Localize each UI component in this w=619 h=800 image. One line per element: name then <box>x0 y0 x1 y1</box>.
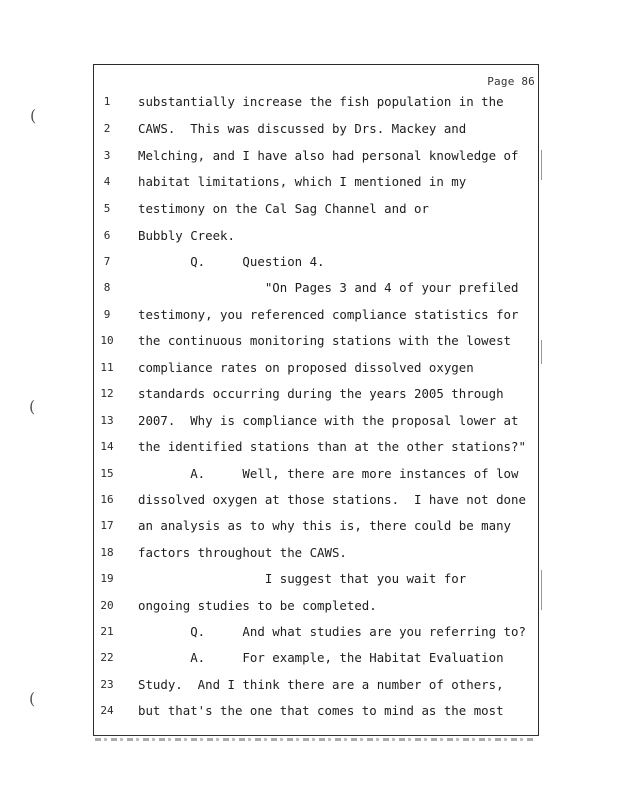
line-number: 18 <box>100 546 114 559</box>
line-text: A. For example, the Habitat Evaluation <box>138 650 504 665</box>
footer-scan-noise <box>95 738 535 741</box>
line-number: 12 <box>100 387 114 400</box>
line-text: CAWS. This was discussed by Drs. Mackey and <box>138 121 467 136</box>
footer-rule <box>93 735 539 736</box>
line-number: 1 <box>103 95 111 108</box>
line-number: 22 <box>100 651 114 664</box>
line-number: 21 <box>100 625 114 638</box>
line-number: 14 <box>100 440 114 453</box>
line-text: the continuous monitoring stations with the lowest <box>138 333 511 348</box>
line-text: substantially increase the fish population in the <box>138 94 504 109</box>
line-text: "On Pages 3 and 4 of your prefiled <box>138 280 519 295</box>
binder-hole-mark: ( <box>29 397 36 416</box>
line-number: 24 <box>100 704 114 717</box>
line-number: 19 <box>100 572 114 585</box>
line-number: 8 <box>103 281 111 294</box>
line-number: 5 <box>103 202 111 215</box>
line-number: 4 <box>103 175 111 188</box>
line-text: standards occurring during the years 2005 through <box>138 386 504 401</box>
line-text: 2007. Why is compliance with the proposal lower at <box>138 413 519 428</box>
line-text: dissolved oxygen at those stations. I have not done <box>138 492 526 507</box>
line-number: 10 <box>100 334 114 347</box>
line-text: an analysis as to why this is, there could be many <box>138 518 511 533</box>
line-number: 2 <box>103 122 111 135</box>
line-text: Q. And what studies are you referring to? <box>138 624 526 639</box>
line-text: Bubbly Creek. <box>138 228 235 243</box>
line-text: A. Well, there are more instances of low <box>138 466 519 481</box>
line-number: 11 <box>100 361 114 374</box>
line-text: Study. And I think there are a number of others, <box>138 677 504 692</box>
binder-hole-mark: ( <box>29 689 36 708</box>
binder-hole-mark: ( <box>30 106 37 125</box>
line-number: 17 <box>100 519 114 532</box>
line-text: testimony on the Cal Sag Channel and or <box>138 201 429 216</box>
line-text: ongoing studies to be completed. <box>138 598 377 613</box>
line-text: Q. Question 4. <box>138 254 325 269</box>
line-number: 7 <box>103 255 111 268</box>
line-text: testimony, you referenced compliance statistics for <box>138 307 519 322</box>
line-number: 23 <box>100 678 114 691</box>
page-number: Page 86 <box>487 75 535 88</box>
line-number: 6 <box>103 229 111 242</box>
line-number: 9 <box>103 308 111 321</box>
line-text: Melching, and I have also had personal knowledge of <box>138 148 519 163</box>
line-number: 15 <box>100 467 114 480</box>
line-text: but that's the one that comes to mind as the most <box>138 703 504 718</box>
line-text: factors throughout the CAWS. <box>138 545 347 560</box>
line-text: compliance rates on proposed dissolved oxygen <box>138 360 474 375</box>
line-number: 3 <box>103 149 111 162</box>
line-text: the identified stations than at the other stations?" <box>138 439 526 454</box>
line-number: 13 <box>100 414 114 427</box>
line-text: habitat limitations, which I mentioned in my <box>138 174 467 189</box>
line-number: 20 <box>100 599 114 612</box>
line-number: 16 <box>100 493 114 506</box>
line-text: I suggest that you wait for <box>138 571 467 586</box>
